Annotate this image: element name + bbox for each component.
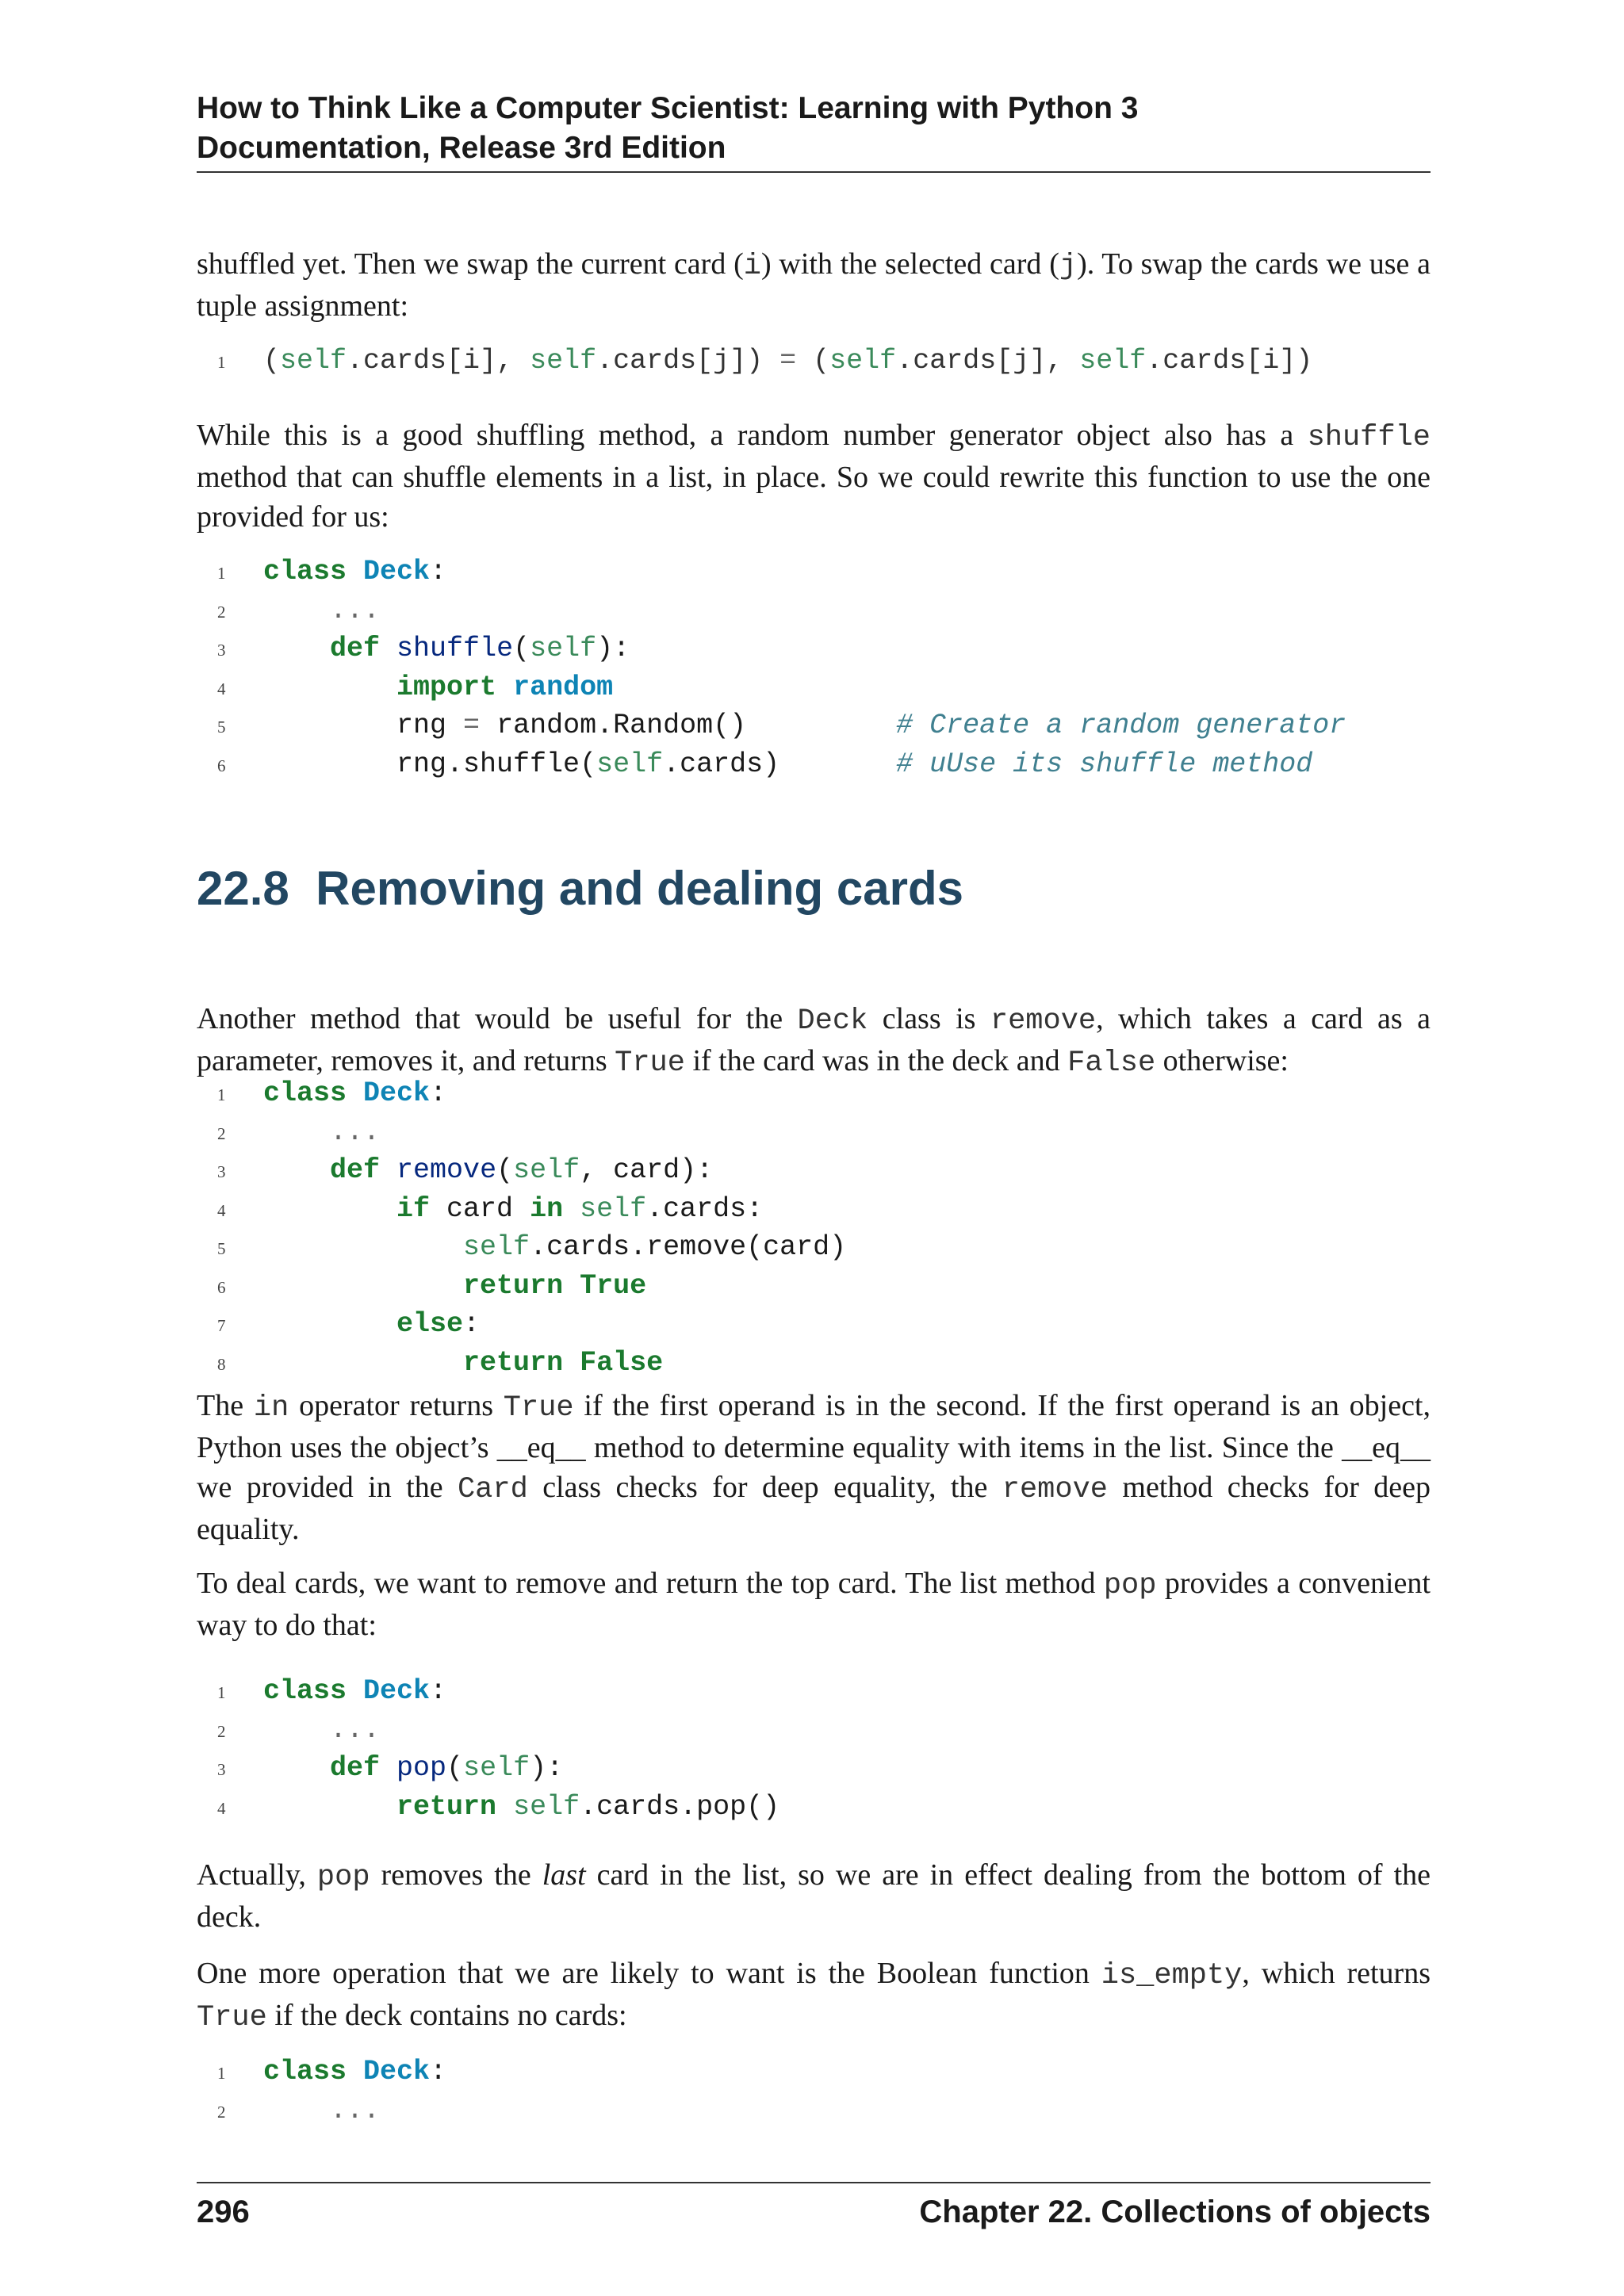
text: otherwise:: [1155, 1044, 1289, 1077]
text: ). To swap the cards we use a tuple assignment:: [197, 247, 1431, 323]
inline-code: True: [197, 2001, 267, 2034]
text: Actually,: [197, 1858, 317, 1892]
inline-code: in: [253, 1391, 289, 1425]
page-footer: [197, 2182, 1431, 2230]
text: method to determine equality with items in the list. Since the: [585, 1431, 1342, 1464]
text: provides a convenient way to do that:: [197, 1567, 1431, 1642]
paragraph-is-empty: [197, 1954, 1431, 2038]
dunder-name: __eq__: [496, 1431, 586, 1464]
paragraph-remove: [197, 999, 1431, 1083]
code-block-shuffle: 1 class Deck: 2 ... 3 def shuffle(self): 4 import random 5 rng = random.Random() # Create a random generator 6 rng.shuffle(self.cards) # uUse its shuffle method: [217, 556, 1346, 780]
paragraph-shuffle-method: [197, 415, 1431, 537]
inline-code: remove: [1002, 1473, 1108, 1506]
text: removes the: [370, 1858, 542, 1892]
inline-code: is_empty: [1101, 1959, 1243, 1992]
text: class checks for deep equality, the: [527, 1471, 1002, 1504]
text: , which takes a card as a parameter, removes it, and returns: [197, 1002, 1431, 1077]
code-block-tuple-swap: 1 (self.cards[i], self.cards[j]) = (self.cards[j], self.cards[i]): [197, 342, 1431, 381]
section-heading: [197, 861, 1431, 916]
inline-code: Card: [457, 1473, 528, 1506]
text: method checks for deep equality.: [197, 1471, 1431, 1546]
header-line-2: Documentation, Release 3rd Edition: [197, 131, 726, 165]
text: shuffled yet. Then we swap the current card (: [197, 247, 744, 281]
inline-code: i: [743, 250, 761, 283]
text: To deal cards, we want to remove and return the top card. The list method: [197, 1567, 1104, 1600]
text: The: [197, 1389, 254, 1422]
text: operator returns: [289, 1389, 504, 1422]
inline-code: pop: [1103, 1569, 1157, 1602]
text: if the first operand is in the second. If the first operand is an object, Python uses the object’s: [197, 1389, 1431, 1464]
code-comment: # Create a random generator: [896, 710, 1346, 741]
paragraph-pop-last: [197, 1855, 1431, 1937]
text: One more operation that we are likely to want is the Boolean function: [197, 1957, 1101, 1990]
text: Another method that would be useful for the: [197, 1002, 798, 1035]
paragraph-in-operator: [197, 1386, 1431, 1549]
code-block-pop: 1 class Deck: 2 ... 3 def pop(self): 4 return self.cards.pop(): [217, 1675, 780, 1823]
inline-code: True: [615, 1047, 685, 1080]
text: if the deck contains no cards:: [266, 1999, 627, 2032]
emphasis: last: [542, 1858, 586, 1892]
inline-code: j: [1059, 250, 1078, 283]
header-line-1: How to Think Like a Computer Scientist: Learning with Python 3: [197, 91, 1139, 125]
text: method that can shuffle elements in a list, in place. So we could rewrite this function to use the one provided for us:: [197, 461, 1431, 534]
code-block-remove: 1 class Deck: 2 ... 3 def remove(self, card): 4 if card in self.cards: 5 self.cards.remove(card) 6 return True 7 else: 8 return False: [217, 1077, 847, 1379]
text: , which returns: [1242, 1957, 1431, 1990]
paragraph-deal: [197, 1563, 1431, 1645]
dunder-name: __eq__: [1342, 1431, 1431, 1464]
paragraph-swap: [197, 244, 1431, 326]
section-number: 22.8: [197, 862, 289, 915]
inline-code: True: [503, 1391, 574, 1425]
inline-code: pop: [316, 1861, 370, 1894]
inline-code: Deck: [797, 1004, 868, 1038]
chapter-title: Chapter 22. Collections of objects: [919, 2195, 1431, 2229]
text: if the card was in the deck and: [684, 1044, 1068, 1077]
code-block-is-empty: 1 class Deck: 2 ...: [217, 2056, 447, 2126]
running-header: [197, 89, 1431, 173]
section-title: Removing and dealing cards: [316, 862, 963, 915]
inline-code: False: [1067, 1047, 1156, 1080]
text: class is: [868, 1002, 990, 1035]
inline-code: shuffle: [1307, 421, 1431, 454]
text: ) with the selected card (: [760, 247, 1059, 281]
page-number: 296: [197, 2195, 250, 2229]
text: card in the list, so we are in effect dealing from the bottom of the deck.: [197, 1858, 1431, 1934]
text: While this is a good shuffling method, a random number generator object also has a: [197, 419, 1308, 452]
inline-code: remove: [990, 1004, 1097, 1038]
code-comment: # uUse its shuffle method: [896, 748, 1313, 780]
line-number: 1: [217, 353, 226, 372]
text: we provided in the: [197, 1471, 458, 1504]
